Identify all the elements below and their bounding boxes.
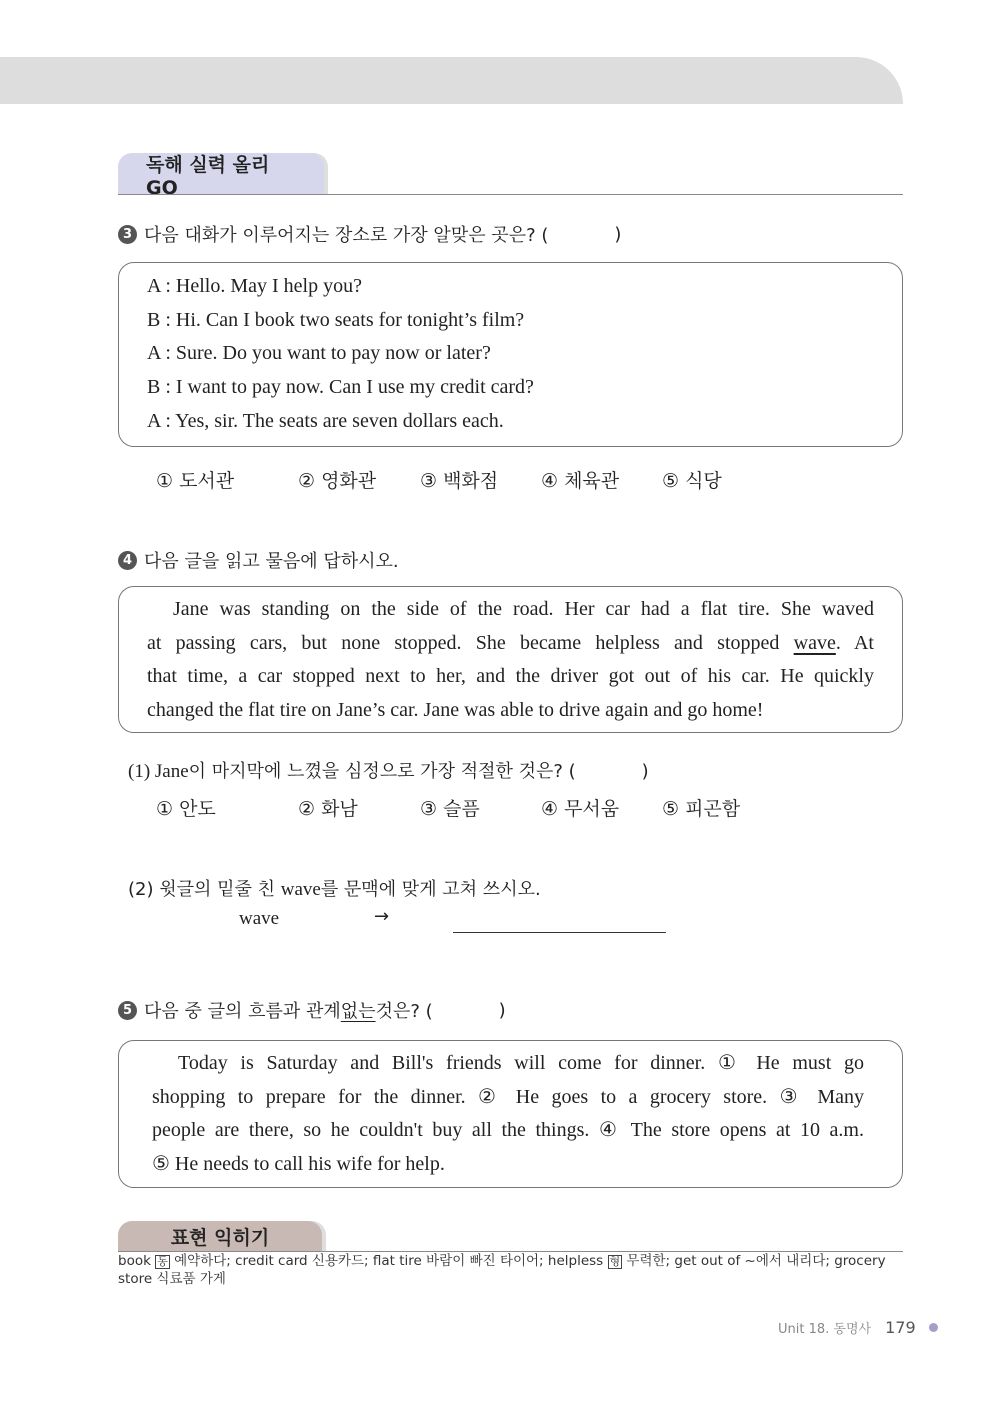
choice-2[interactable]: ② 화남: [298, 798, 358, 820]
question-number-badge: 5: [118, 1001, 137, 1020]
question-4-text: 다음 글을 읽고 물음에 답하시오.: [144, 551, 399, 572]
section-title: 독해 실력 올리GO: [118, 153, 324, 195]
choice-3[interactable]: ③ 백화점: [420, 470, 499, 492]
question-number-badge: 3: [118, 225, 137, 244]
question-number-badge: 4: [118, 551, 137, 570]
underlined-word: wave: [793, 631, 836, 654]
sub-question-2: (2) 윗글의 밑줄 친 wave를 문맥에 맞게 고쳐 쓰시오.: [128, 879, 541, 900]
dialogue-line: A : Sure. Do you want to pay now or later?: [147, 342, 491, 364]
sub-question-1: (1) Jane이 마지막에 느꼈을 심정으로 가장 적절한 것은? ( ): [128, 761, 649, 782]
part-of-speech-tag: 동: [157, 1255, 168, 1268]
choice-5[interactable]: ⑤ 식당: [662, 470, 722, 492]
choice-1[interactable]: ① 안도: [156, 798, 216, 820]
choice-2[interactable]: ② 영화관: [298, 470, 377, 492]
right-arrow-icon: →: [374, 906, 390, 927]
part-of-speech-tag: 형: [609, 1255, 621, 1268]
reading-passage-box: [118, 1040, 903, 1188]
dialogue-line: A : Yes, sir. The seats are seven dollars each.: [147, 410, 504, 432]
bullet-dot-icon: [929, 1323, 938, 1332]
reading-passage-box: [118, 586, 903, 733]
passage-text: Today is Saturday and Bill's friends will come for dinner. ① He must go shopping to prepare for the dinner. ② He goes to a grocery store. ③ Many people are there, so he couldn't buy all the things. ④ The store opens at 10 a.m. ⑤ He needs to call his wife for help.: [152, 1052, 864, 1176]
question-5-header: 5 다음 중 글의 흐름과 관계 없는 것은? ( ): [118, 997, 506, 1023]
vocab-section-title: 표현 익히기: [118, 1221, 322, 1251]
dialogue-line: A : Hello. May I help you?: [147, 275, 362, 297]
section-divider: [118, 194, 903, 195]
choice-5[interactable]: ⑤ 피곤함: [662, 798, 741, 820]
page-number: 179: [885, 1318, 916, 1337]
question-3-header: 3 다음 대화가 이루어지는 장소로 가장 알맞은 곳은? ( ): [118, 221, 621, 247]
dialogue-box: [118, 262, 903, 447]
dialogue-line: B : Hi. Can I book two seats for tonight’s film?: [147, 309, 525, 331]
passage-text: Jane was standing on the side of the road. Her car had a flat tire. She waved at passing cars, but none stopped. She became helpless and stopped wave. At that time, a car stopped next to her, and the driver got out of his car. He quickly changed the flat tire on Jane’s car. Jane was able to drive again and go home!: [147, 598, 874, 722]
choice-3[interactable]: ③ 슬픔: [420, 798, 480, 820]
choice-4[interactable]: ④ 무서움: [541, 798, 620, 820]
question-3-text: 다음 대화가 이루어지는 장소로 가장 알맞은 곳은? (: [144, 225, 549, 246]
question-4-header: [118, 547, 399, 573]
page-footer: [778, 1318, 938, 1337]
vocab-list: book 동 예약하다; credit card 신용카드; flat tire 바람이 빠진 타이어; helpless 형 무력한; get out of ~에서 내리다; grocery store 식료품 가게: [118, 1253, 886, 1287]
top-header-band: [0, 57, 903, 104]
choice-4[interactable]: ④ 체육관: [541, 470, 620, 492]
choice-1[interactable]: ① 도서관: [156, 470, 235, 492]
answer-line[interactable]: [453, 932, 666, 933]
original-word: wave: [239, 908, 280, 929]
dialogue-line: B : I want to pay now. Can I use my credit card?: [147, 376, 534, 398]
unit-label: Unit 18. 동명사: [778, 1322, 872, 1337]
underlined-word: 없는: [340, 1001, 376, 1022]
